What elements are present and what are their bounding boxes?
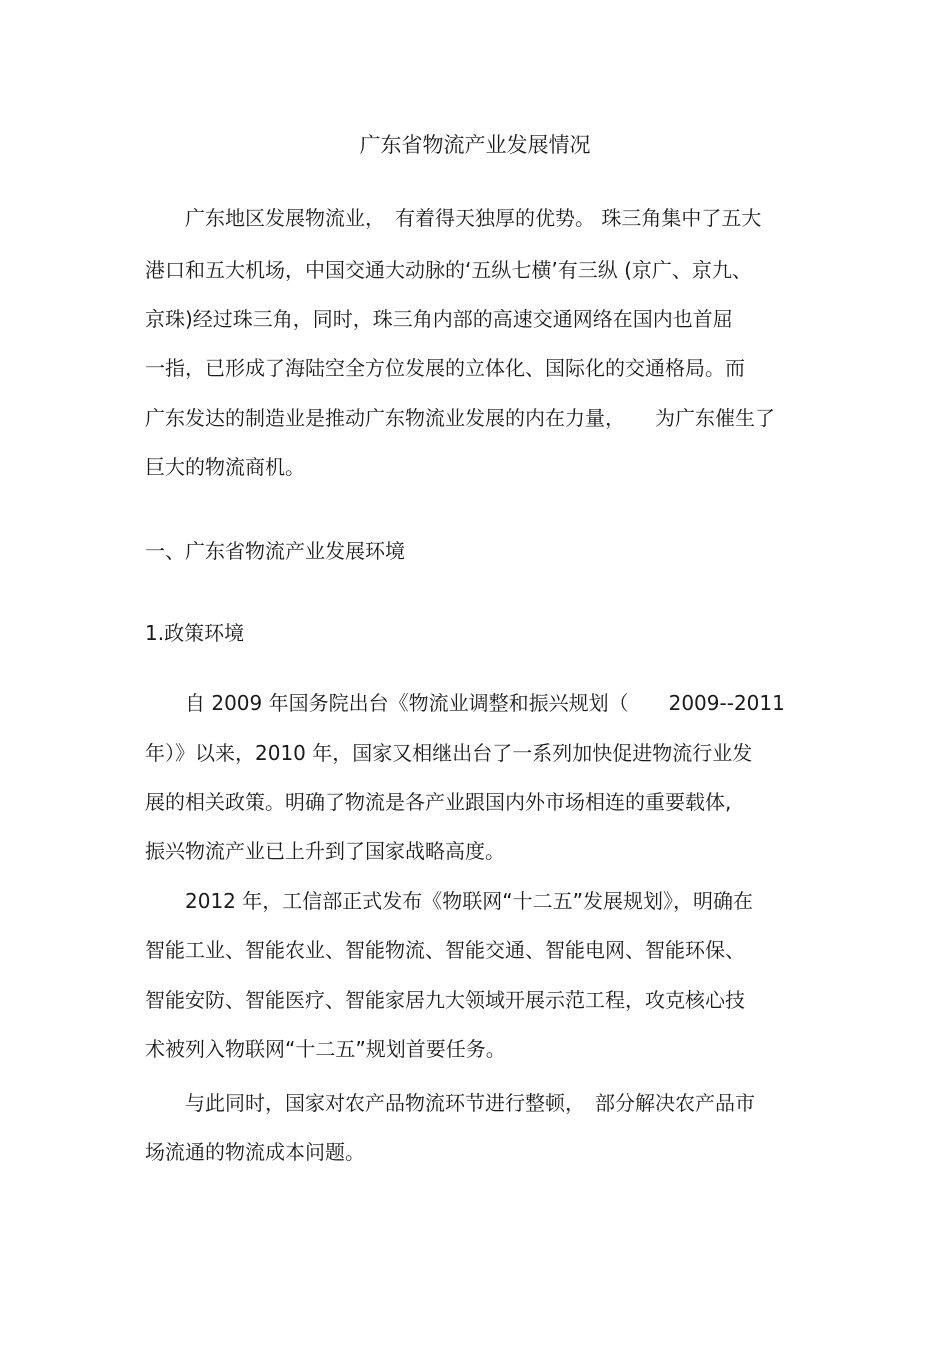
para1-line-1: 自 2009 年国务院出台《物流业调整和振兴规划（ 2009--2011 xyxy=(145,691,785,715)
document-title: 广东省物流产业发展情况 xyxy=(359,133,591,157)
subsection-heading: 1.政策环境 xyxy=(145,621,245,645)
intro-line-5: 广东发达的制造业是推动广东物流业发展的内在力量， 为广东催生了 xyxy=(145,406,775,430)
para2-line-4: 术被列入物联网“十二五”规划首要任务。 xyxy=(145,1037,506,1061)
para1-line-4: 振兴物流产业已上升到了国家战略高度。 xyxy=(145,839,505,863)
intro-line-2: 港口和五大机场，中国交通大动脉的‘五纵七横’有三纵 (京广、京九、 xyxy=(145,258,752,282)
para3-line-2: 场流通的物流成本问题。 xyxy=(145,1140,365,1164)
intro-line-6: 巨大的物流商机。 xyxy=(145,455,305,479)
para2-line-1: 2012 年，工信部正式发布《物联网“十二五”发展规划》，明确在 xyxy=(145,889,753,913)
section-heading: 一、广东省物流产业发展环境 xyxy=(145,539,405,563)
intro-line-1: 广东地区发展物流业， 有着得天独厚的优势。 珠三角集中了五大 xyxy=(145,206,762,230)
para2-line-3: 智能安防、智能医疗、智能家居九大领域开展示范工程，攻克核心技 xyxy=(145,988,745,1012)
para2-line-2: 智能工业、智能农业、智能物流、智能交通、智能电网、智能环保、 xyxy=(145,938,745,962)
intro-line-3: 京珠)经过珠三角，同时，珠三角内部的高速交通网络在国内也首屈 xyxy=(145,307,733,331)
para1-line-3: 展的相关政策。明确了物流是各产业跟国内外市场相连的重要载体, xyxy=(145,790,732,814)
para1-line-2: 年）》以来，2010 年，国家又相继出台了一系列加快促进物流行业发 xyxy=(145,741,753,765)
intro-line-4: 一指，已形成了海陆空全方位发展的立体化、国际化的交通格局。而 xyxy=(145,356,745,380)
para3-line-1: 与此同时，国家对农产品物流环节进行整顿， 部分解决农产品市 xyxy=(145,1091,755,1115)
